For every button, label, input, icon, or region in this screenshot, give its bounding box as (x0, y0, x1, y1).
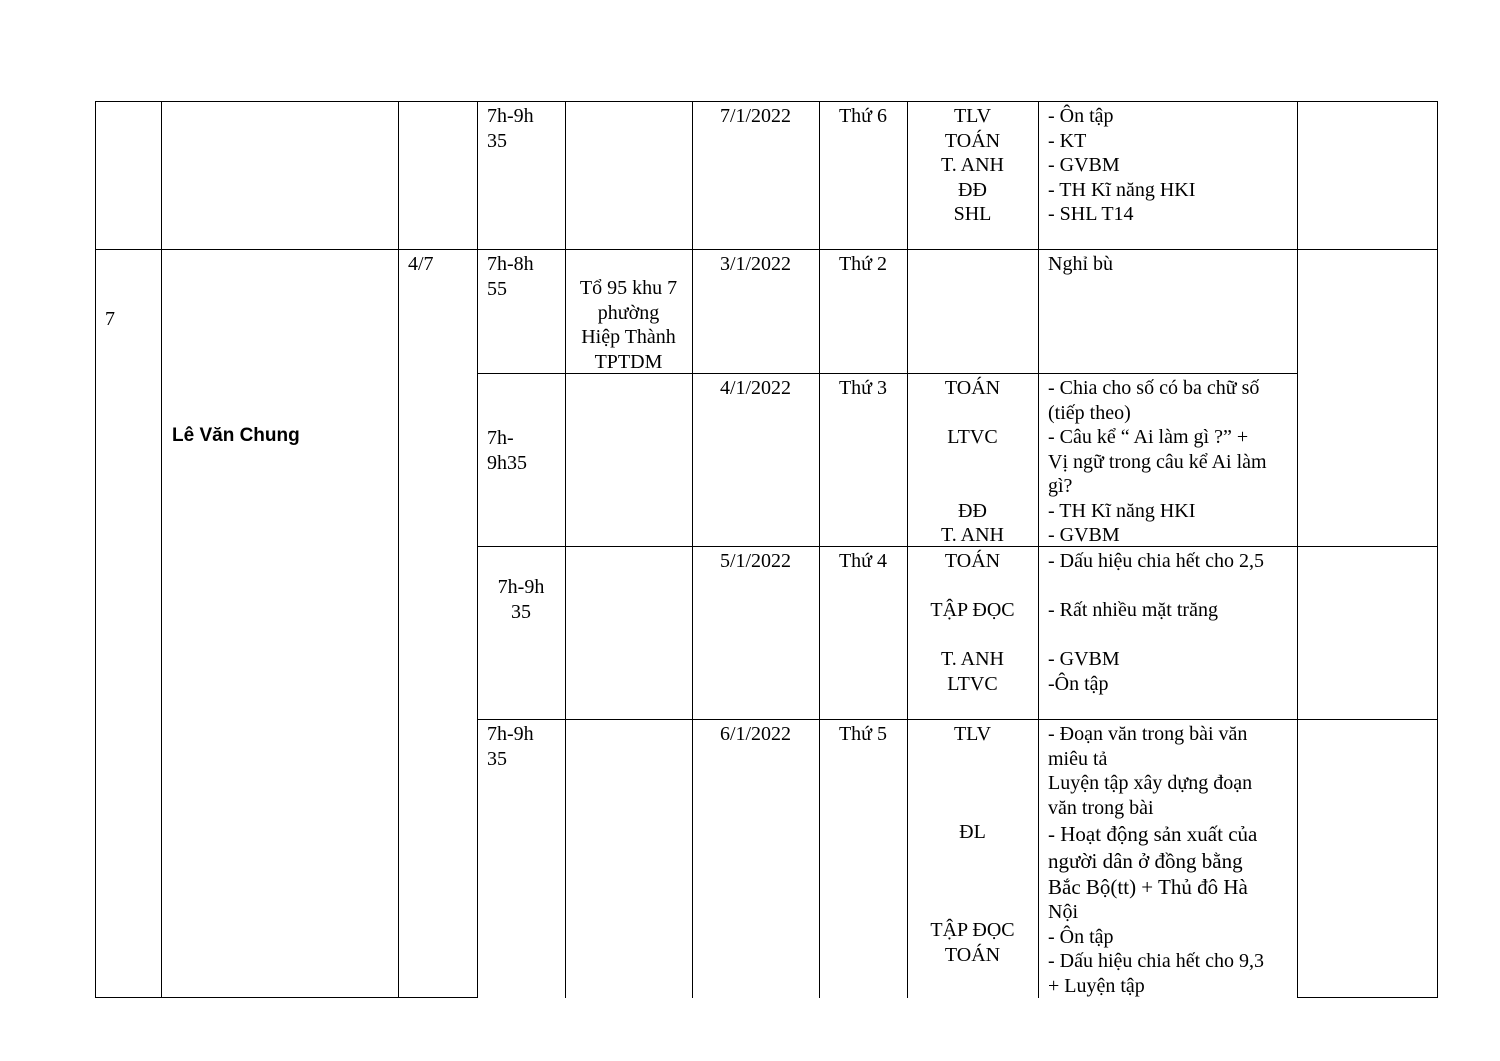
session-subject: TẬP ĐỌC (930, 599, 1015, 621)
session-time: 7h-9h 35 (487, 105, 534, 152)
session-content: - Dấu hiệu chia hết cho 2,5 (1048, 550, 1265, 572)
session-weekday: Thứ 6 (838, 105, 888, 127)
grid-line (1437, 101, 1438, 998)
session-weekday: Thứ 5 (838, 723, 888, 745)
grid-line (1297, 997, 1437, 998)
session-date: 5/1/2022 (719, 550, 792, 572)
grid-line (477, 719, 1437, 720)
session-date: 7/1/2022 (719, 105, 792, 127)
session-subject: T. ANH (941, 648, 1004, 670)
grid-line (477, 101, 478, 998)
session-contents: Nội - Ôn tập - Dấu hiệu chia hết cho 9,3 + Luyện tập (1048, 901, 1265, 997)
session-date: 6/1/2022 (719, 723, 792, 745)
session-contents: - Đoạn văn trong bài văn miêu tả Luyện tập xây dựng đoạn văn trong bài (1048, 723, 1253, 819)
session-contents: - Hoạt động sản xuất của người dân ở đồng bằng Bắc Bộ(tt) + Thủ đô Hà (1048, 822, 1258, 899)
grid-line (95, 101, 1437, 102)
session-date: 4/1/2022 (719, 377, 792, 399)
session-content: -Ôn tập (1048, 673, 1109, 695)
grid-line (95, 101, 96, 998)
session-subject: ĐĐ (958, 500, 987, 522)
session-time: 7h-9h 35 (487, 723, 534, 770)
session-weekday: Thứ 2 (838, 253, 888, 275)
session-subject: T. ANH (941, 524, 1004, 546)
session-contents: Nghỉ bù (1048, 253, 1113, 275)
session-content: - GVBM (1048, 648, 1120, 670)
session-subject: ĐL (959, 821, 986, 843)
grid-line (161, 101, 162, 998)
session-subject: LTVC (947, 426, 998, 448)
session-weekday: Thứ 4 (838, 550, 888, 572)
session-contents: - Ôn tập - KT - GVBM - TH Kĩ năng HKI - SHL T14 (1048, 105, 1196, 225)
session-subject: TOÁN (944, 377, 1001, 399)
class-label: 4/7 (408, 253, 434, 275)
session-subject: TOÁN (944, 550, 1001, 572)
student-name: Lê Văn Chung (172, 425, 300, 446)
grid-line (95, 249, 1437, 250)
session-time: 7h-9h 35 (497, 576, 545, 623)
row-number: 7 (105, 308, 115, 330)
session-subject: TẬP ĐỌC (930, 919, 1015, 941)
grid-line (1038, 101, 1039, 998)
session-contents: - Chia cho số có ba chữ số (tiếp theo) - Câu kể “ Ai làm gì ?” + Vị ngữ trong câu kể Ai làm gì? - TH Kĩ năng HKI - GVBM (1048, 377, 1267, 546)
grid-line (398, 101, 399, 998)
session-time: 7h-8h 55 (487, 253, 534, 300)
session-subject: TLV (953, 723, 992, 745)
grid-line (95, 997, 477, 998)
session-weekday: Thứ 3 (838, 377, 888, 399)
session-time: 7h- 9h35 (487, 427, 527, 474)
session-subject: TOÁN (944, 944, 1001, 966)
session-date: 3/1/2022 (719, 253, 792, 275)
address: Tổ 95 khu 7 phường Hiệp Thành TPTDM (579, 277, 678, 373)
session-subject: LTVC (947, 673, 998, 695)
session-content: - Rất nhiều mặt trăng (1048, 599, 1218, 621)
grid-line (565, 101, 566, 998)
session-subjects: TLV TOÁN T. ANH ĐĐ SHL (941, 105, 1004, 225)
grid-line (1297, 101, 1298, 998)
